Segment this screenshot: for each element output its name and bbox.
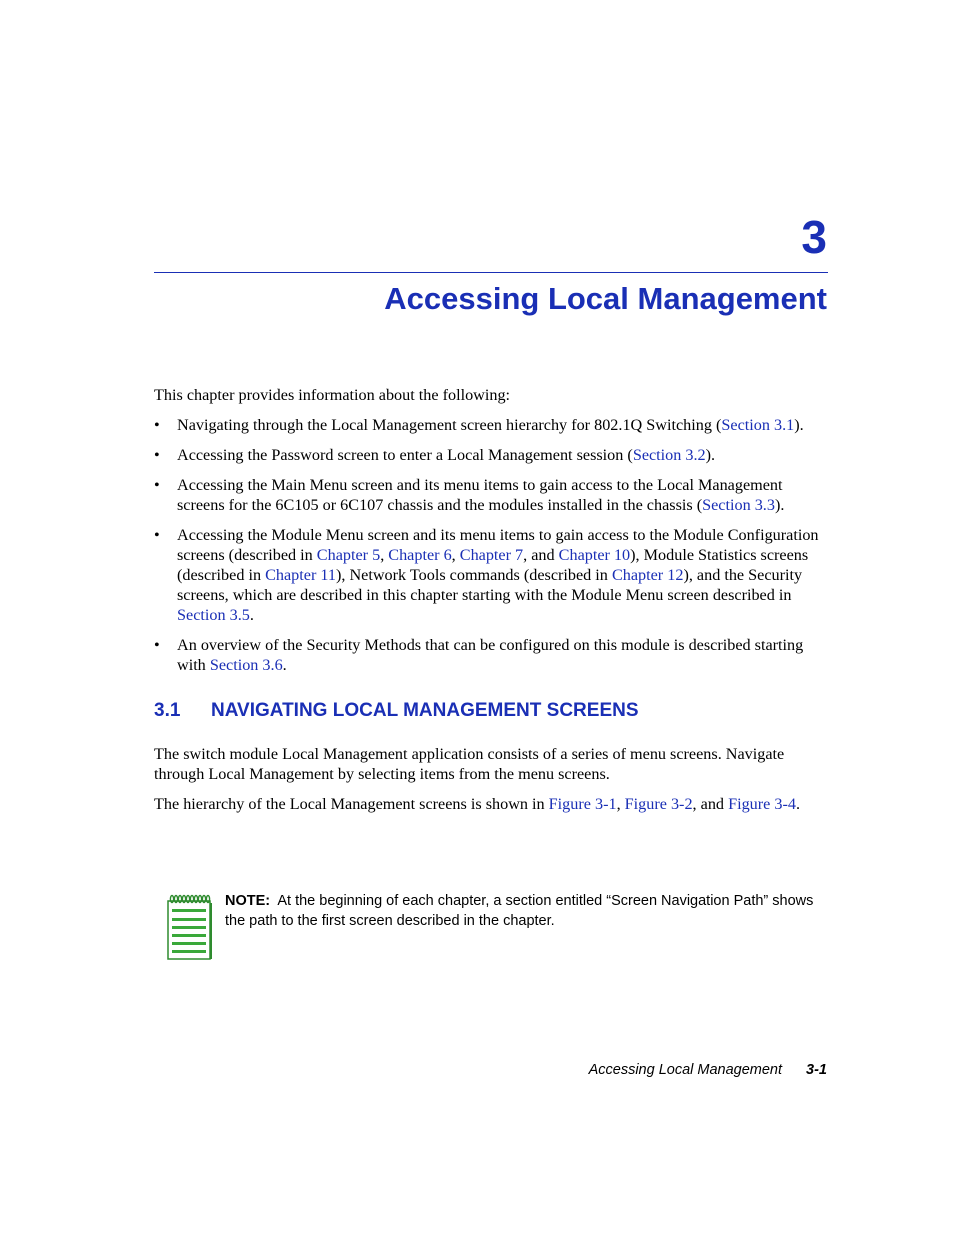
chapter-body xyxy=(154,385,828,824)
cross-reference-link[interactable]: Section 3.6 xyxy=(209,656,283,674)
cross-reference-link[interactable]: Chapter 12 xyxy=(611,566,684,584)
text-run: , and xyxy=(523,546,559,564)
text-run: The hierarchy of the Local Management screens is shown in xyxy=(154,795,549,813)
page-footer xyxy=(589,1060,827,1080)
cross-reference-link[interactable]: Chapter 7 xyxy=(459,546,524,564)
cross-reference-link[interactable]: Section 3.1 xyxy=(721,416,795,434)
section-heading xyxy=(154,700,828,722)
section-title: NAVIGATING LOCAL MANAGEMENT SCREENS xyxy=(211,700,639,721)
cross-reference-link[interactable]: Figure 3-1 xyxy=(548,795,617,813)
text-run: , xyxy=(451,546,460,564)
text-run: Accessing the Module Menu screen and its menu items to gain access to the Module Configuration screens (described in xyxy=(177,526,819,564)
text-run: Navigating through the Local Management screen hierarchy for 802.1Q Switching ( xyxy=(177,416,722,434)
chapter-title: Accessing Local Management xyxy=(384,281,827,316)
topic-list xyxy=(154,415,828,675)
text-run: ). xyxy=(705,446,716,464)
cross-reference-link[interactable]: Figure 3-4 xyxy=(728,795,796,813)
section-body xyxy=(154,744,828,814)
topic-list-item xyxy=(154,525,828,625)
cross-reference-link[interactable]: Chapter 6 xyxy=(388,546,452,564)
chapter-divider xyxy=(154,272,828,273)
bullet-marker: • xyxy=(154,476,160,494)
bullet-marker: • xyxy=(154,526,160,544)
topic-list-item xyxy=(154,635,828,675)
text-run: , xyxy=(380,546,389,564)
bullet-marker: • xyxy=(154,416,160,434)
cross-reference-link[interactable]: Section 3.5 xyxy=(177,606,250,624)
note-label: NOTE: xyxy=(225,893,271,909)
text-run: . xyxy=(249,606,254,624)
note-body: At the beginning of each chapter, a section entitled “Screen Navigation Path” shows the path to the first screen described in the chapter. xyxy=(225,893,814,929)
text-run: ), Network Tools commands (described in xyxy=(336,566,612,584)
text-run: Accessing the Main Menu screen and its menu items to gain access to the Local Management screens for the 6C105 or 6C107 chassis and the modules installed in the chassis ( xyxy=(177,476,783,514)
topic-list-item xyxy=(154,475,828,515)
cross-reference-link[interactable]: Chapter 5 xyxy=(316,546,381,564)
topic-list-item xyxy=(154,415,828,435)
text-run: ). xyxy=(774,496,785,514)
text-run: ), Module Statistics screens (described in xyxy=(177,546,809,584)
cross-reference-link[interactable]: Section 3.2 xyxy=(632,446,706,464)
section-number: 3.1 xyxy=(154,700,181,721)
note-text-block xyxy=(225,891,825,931)
topic-list-item xyxy=(154,445,828,465)
cross-reference-link[interactable]: Section 3.3 xyxy=(702,496,775,514)
body-paragraph xyxy=(154,744,828,784)
text-run: , xyxy=(616,795,625,813)
cross-reference-link[interactable]: Chapter 10 xyxy=(558,546,631,564)
text-run: Accessing the Password screen to enter a Local Management session ( xyxy=(177,446,633,464)
cross-reference-link[interactable]: Figure 3-2 xyxy=(624,795,693,813)
cross-reference-link[interactable]: Chapter 11 xyxy=(265,566,336,584)
body-paragraph xyxy=(154,794,828,814)
notepad-icon xyxy=(166,893,212,961)
text-run: ). xyxy=(794,416,804,434)
bullet-marker: • xyxy=(154,446,160,464)
text-run: The switch module Local Management application consists of a series of menu screens. Navigate through Local Management by selecting items from the menu screens. xyxy=(154,745,785,783)
chapter-number: 3 xyxy=(801,211,827,263)
text-run: . xyxy=(282,656,287,674)
text-run: An overview of the Security Methods that can be configured on this module is described starting with xyxy=(177,636,804,674)
intro-paragraph: This chapter provides information about the following: xyxy=(154,386,511,404)
text-run: , and xyxy=(692,795,729,813)
text-run: . xyxy=(795,795,800,813)
text-run: ), and the Security screens, which are described in this chapter starting with the Module Menu screen described in xyxy=(177,566,803,604)
bullet-marker: • xyxy=(154,636,160,654)
footer-title: Accessing Local Management xyxy=(588,1062,783,1078)
page-number: 3-1 xyxy=(806,1062,827,1078)
